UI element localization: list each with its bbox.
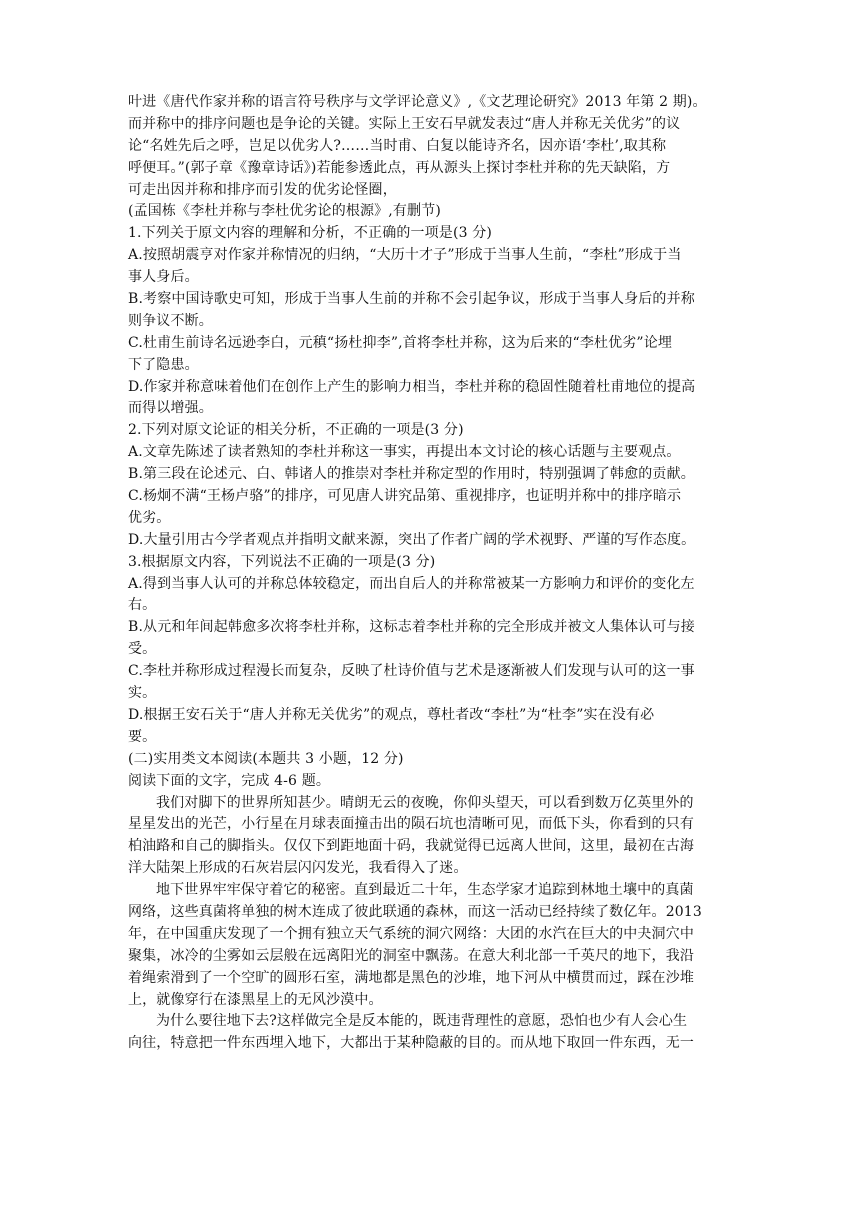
q3-option-d: D.根据王安石关于“唐人并称无关优劣”的观点，尊杜者改“李杜”为“杜李”实在没有必 [128,706,655,723]
passage-line: 网络，这些真菌将单独的树木连成了彼此联通的森林，而这一活动已经持续了数亿年。2013 [128,903,702,920]
passage-line: 向往，特意把一件东西埋入地下，大都出于某种隐蔽的目的。而从地下取回一件东西，无一 [128,1035,694,1052]
q1-option-d: D.作家并称意味着他们在创作上产生的影响力相当，李杜并称的稳固性随着杜甫地位的提高 [128,378,696,395]
q3-option-a-cont: 右。 [128,597,157,614]
q1-option-d-cont: 而得以增强。 [128,400,213,417]
passage-line: 星星发出的光芒，小行星在月球表面撞击出的陨石坑也清晰可见，而低下头，你看到的只有 [128,816,694,833]
q3-option-b-cont: 受。 [128,641,157,658]
q2-option-c-cont: 优劣。 [128,509,171,526]
passage-line: 聚集，冰冷的尘雾如云层般在远离阳光的洞室中飘荡。在意大利北部一千英尺的地下，我沿 [128,947,694,964]
q1-option-b-cont: 则争议不断。 [128,312,213,329]
para-line: 呼便耳。”(郭子章《豫章诗话》)若能参透此点，再从源头上探讨李杜并称的先天缺陷，方 [128,159,671,176]
q3-option-b: B.从元和年间起韩愈多次将李杜并称，这标志着李杜并称的完全形成并被文人集体认可与接 [128,619,695,636]
para-line: 而并称中的排序问题也是争论的关键。实际上王安石早就发表过“唐人并称无关优劣”的议 [128,115,681,132]
source-note: (孟国栋《李杜并称与李杜优劣论的根源》,有删节) [128,203,441,220]
q2-option-d: D.大量引用古今学者观点并指明文献来源，突出了作者广阔的学术视野、严谨的写作态度。 [128,531,696,548]
question-1-stem: 1.下列关于原文内容的理解和分析，不正确的一项是(3 分) [128,225,492,242]
passage-line: 洋大陆架上形成的石灰岩层闪闪发光，我看得入了迷。 [128,860,468,877]
section-2-instruction: 阅读下面的文字，完成 4-6 题。 [128,772,330,789]
document-page [128,92,734,1055]
passage-line: 为什么要往地下去?这样做完全是反本能的，既违背理性的意愿，恐怕也少有人会心生 [156,1013,688,1030]
q3-option-a: A.得到当事人认可的并称总体较稳定，而出自后人的并称常被某一方影响力和评价的变化左 [128,575,695,592]
q1-option-b: B.考察中国诗歌史可知，形成于当事人生前的并称不会引起争议，形成于当事人身后的并称 [128,291,695,308]
q1-option-a: A.按照胡震亨对作家并称情况的归纳，“大历十才子”形成于当事人生前，“李杜”形成于当 [128,247,682,264]
q2-option-a: A.文章先陈述了读者熟知的李杜并称这一事实，再提出本文讨论的核心话题与主要观点。 [128,444,681,461]
q2-option-c: C.杨炯不满“王杨卢骆”的排序，可见唐人讲究品第、重视排序，也证明并称中的排序暗示 [128,488,682,505]
q1-option-c: C.杜甫生前诗名远逊李白，元稹“扬杜抑李”,首将李杜并称，这为后来的“李杜优劣”论埋 [128,334,673,351]
q3-option-d-cont: 要。 [128,728,157,745]
q2-option-b: B.第三段在论述元、白、韩诸人的推崇对李杜并称定型的作用时，特别强调了韩愈的贡献。 [128,466,695,483]
passage-line: 地下世界牢牢保守着它的秘密。直到最近二十年，生态学家才追踪到林地土壤中的真菌 [156,882,694,899]
para-citation-line: 叶进《唐代作家并称的语言符号秩序与文学评论意义》,《文艺理论研究》2013 年第 2 期)。 [128,94,707,110]
para-line: 可走出因并称和排序而引发的优劣论怪圈， [128,181,397,198]
q1-option-c-cont: 下了隐患。 [128,356,199,373]
passage-line: 柏油路和自己的脚指头。仅仅下到距地面十码，我就觉得已远离人世间，这里，最初在古海 [128,838,694,855]
question-2-stem: 2.下列对原文论证的相关分析，不正确的一项是(3 分) [128,422,464,439]
q3-option-c-cont: 实。 [128,685,157,702]
q3-option-c: C.李杜并称形成过程漫长而复杂，反映了杜诗价值与艺术是逐渐被人们发现与认可的这一事 [128,663,695,680]
passage-line: 年，在中国重庆发现了一个拥有独立天气系统的洞穴网络：大团的水汽在巨大的中夬洞穴中 [128,925,694,942]
section-2-heading: (二)实用类文本阅读(本题共 3 小题，12 分) [128,750,404,767]
q1-option-a-cont: 事人身后。 [128,269,199,286]
passage-line: 我们对脚下的世界所知甚少。晴朗无云的夜晚，你仰头望天，可以看到数万亿英里外的 [156,794,694,811]
question-3-stem: 3.根据原文内容，下列说法不正确的一项是(3 分) [128,553,436,570]
passage-line: 着绳索滑到了一个空旷的圆形石室，满地都是黑色的沙堆，地下河从中横贯而过，踩在沙堆 [128,969,694,986]
para-line: 论“名姓先后之呼，岂足以优劣人?……当时甫、白复以能诗齐名，因亦语‘李杜’,取其称 [128,137,667,154]
passage-line: 上，就像穿行在漆黑星上的无风沙漠中。 [128,991,383,1008]
